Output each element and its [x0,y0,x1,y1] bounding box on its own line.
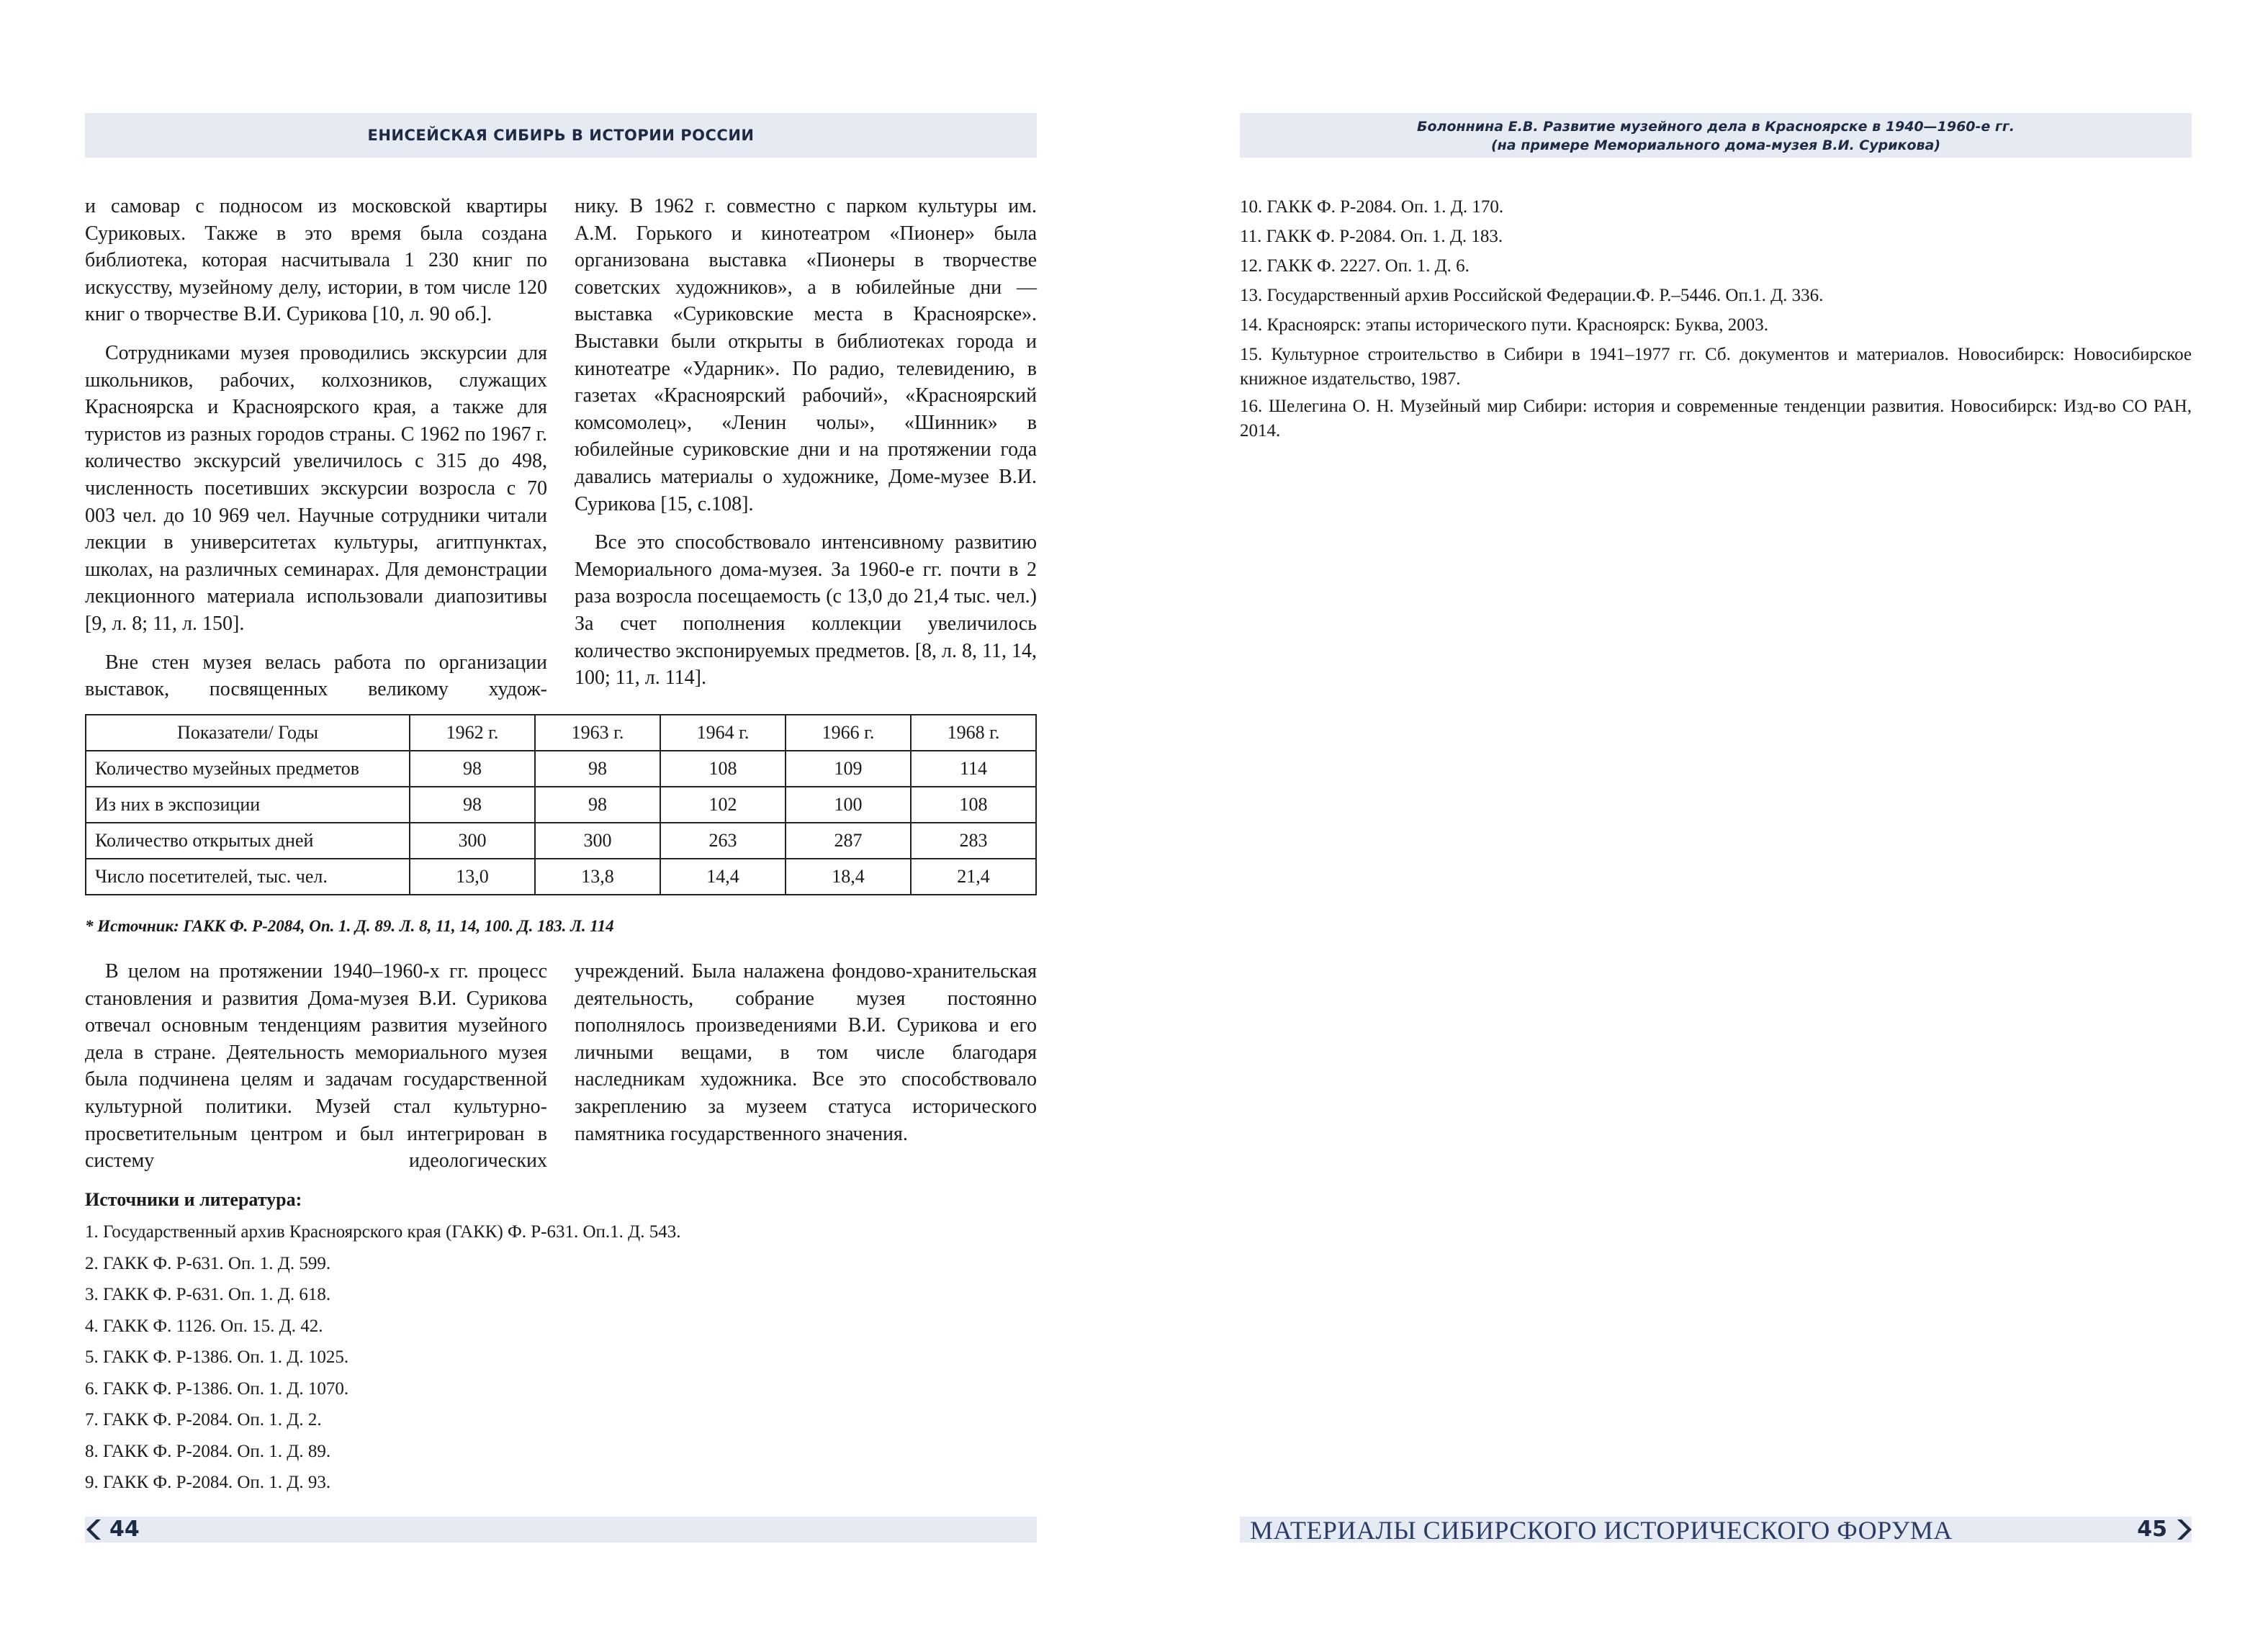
reference-item: 11. ГАКК Ф. Р-2084. Оп. 1. Д. 183. [1240,227,1503,246]
reference-item: 5. ГАКК Ф. Р-1386. Оп. 1. Д. 1025. [85,1347,349,1367]
table-header-cell: 1963 г. [535,715,660,751]
table-cell: 283 [911,823,1036,859]
text-columns-top [85,193,1037,715]
reference-item: 14. Красноярск: этапы исторического пути. Красноярск: Буква, 2003. [1240,315,1769,335]
reference-item: 3. ГАКК Ф. Р-631. Оп. 1. Д. 618. [85,1285,331,1304]
right-page [1240,0,2192,1644]
table-cell: 14,4 [660,859,786,895]
statistics-table [85,714,1037,895]
text-column-3 [85,958,547,1186]
table-cell: 102 [660,787,786,823]
reference-item: 1. Государственный архив Красноярского края (ГАКК) Ф. Р-631. Оп.1. Д. 543. [85,1222,681,1242]
table-cell: 108 [660,751,786,787]
table-cell: Количество музейных предметов [86,751,410,787]
reference-item: 6. ГАКК Ф. Р-1386. Оп. 1. Д. 1070. [85,1378,349,1399]
footer-bar-left [85,1517,1037,1543]
table-cell: 300 [535,823,660,859]
table-cell: 98 [410,751,535,787]
paragraph: Все это способствовало интенсивному развитию Мемориального дома-музея. За 1960-е гг. почти в 2 раза возросла посещаемость (с 13,0 до 21,4 тыс. чел.) За счет пополнения коллекции увеличилось количество экспонируемых предметов. [8, л. 8, 11, 14, 100; 11, л. 114]. [575,531,1037,690]
running-head-line: (на примере Мемориального дома-музея В.И. Сурикова) [1490,137,1941,153]
page-number: 45 [2137,1517,2167,1542]
references-list-continued [1240,192,2192,446]
table-row [86,823,1036,859]
left-page [85,0,1037,1644]
reference-item: 12. ГАКК Ф. 2227. Оп. 1. Д. 6. [1240,256,1470,276]
paragraph: нику. В 1962 г. совместно с парком культуры им. А.М. Горького и кинотеатром «Пионер» была организована выставка «Пионеры в творчестве советских художников», а в юбилейные дни — выставка «Суриковские места в Красноярске». Выставки были открыты в библиотеках города и кинотеатре «Ударник». По радио, телевидению, в газетах «Красноярский рабочий», «Красноярский комсомолец», «Ленин чолы», «Шинник» в юбилейные суриковские дни и на протяжении года давались материалы о художнике, Доме-музее В.И. Сурикова [15, с.108]. [575,195,1037,515]
paragraph: Вне стен музея велась работа по организации выставок, посвященных великому худож- [85,651,547,701]
paragraph: В целом на протяжении 1940–1960-х гг. процесс становления и развития Дома-музея В.И. Сурикова отвечал основным тенденциям развития музейного дела в стране. Деятельность мемориального музея была подчинена целям и задачам государственной культурной политики. Музей стал культурно-просветительным центром и был интегрирован в систему идеологических [85,960,547,1173]
references-list [85,1216,681,1499]
table-cell: 108 [911,787,1036,823]
table-row [86,751,1036,787]
table-header-cell: 1964 г. [660,715,786,751]
table-cell: 300 [410,823,535,859]
paragraph: учреждений. Была налажена фондово-хранительская деятельность, собрание музея постоянно пополнялось произведениями В.И. Сурикова и его личными вещами, в том числе благодаря наследникам художника. Все это способствовало закреплению за музеем статуса исторического памятника государственного значения. [575,960,1037,1145]
references-heading: Источники и литература: [85,1189,302,1210]
reference-item: 7. ГАКК Ф. Р-2084. Оп. 1. Д. 2. [85,1410,322,1430]
table-cell: 263 [660,823,786,859]
running-head-right [1240,113,2192,158]
table-cell: 13,8 [535,859,660,895]
footer-bar-right [1240,1517,2192,1543]
reference-item: 15. Культурное строительство в Сибири в 1941–1977 гг. Сб. документов и материалов. Новосибирск: Новосибирское книжное издательство, 1987. [1240,345,2192,389]
table-row [86,787,1036,823]
journal-title: МАТЕРИАЛЫ СИБИРСКОГО ИСТОРИЧЕСКОГО ФОРУМА [1250,1516,1953,1545]
table-cell: 98 [535,787,660,823]
table-cell: 109 [786,751,911,787]
page-number: 44 [109,1517,140,1542]
table-cell: Из них в экспозиции [86,787,410,823]
table-header-cell: 1966 г. [786,715,911,751]
text-column-1 [85,193,547,715]
text-column-4 [575,958,1037,1186]
reference-item: 4. ГАКК Ф. 1126. Оп. 15. Д. 42. [85,1316,323,1336]
table-cell: 18,4 [786,859,911,895]
table-cell: 13,0 [410,859,535,895]
table-header-row [86,715,1036,751]
paragraph: Сотрудниками музея проводились экскурсии для школьников, рабочих, колхозников, служащих Красноярска и Красноярского края, а также для туристов из разных городов страны. С 1962 по 1967 г. количество экскурсий увеличилось с 315 до 498, численность посетивших экскурсии возросла с 70 003 чел. до 10 969 чел. Научные сотрудники читали лекции в университетах культуры, агитпунктах, школах, на различных семинарах. Для демонстрации лекционного материала использовали диапозитивы [9, л. 8; 11, л. 150]. [85,341,547,635]
reference-item: 13. Государственный архив Российской Федерации.Ф. Р.–5446. Оп.1. Д. 336. [1240,286,1824,305]
table-cell: 287 [786,823,911,859]
text-columns-bottom [85,958,1037,1186]
chevron-right-icon [2176,1518,2192,1541]
table-header-cell: 1962 г. [410,715,535,751]
reference-item: 9. ГАКК Ф. Р-2084. Оп. 1. Д. 93. [85,1473,331,1492]
table-header-cell: 1968 г. [911,715,1036,751]
reference-item: 10. ГАКК Ф. Р-2084. Оп. 1. Д. 170. [1240,197,1504,217]
table-row [86,859,1036,895]
reference-item: 2. ГАКК Ф. Р-631. Оп. 1. Д. 599. [85,1253,331,1273]
chevron-left-icon [86,1518,102,1541]
table-source-note: * Источник: ГАКК Ф. Р-2084, Оп. 1. Д. 89. Л. 8, 11, 14, 100. Д. 183. Л. 114 [85,917,614,935]
running-head-line: Болоннина Е.В. Развитие музейного дела в Красноярске в 1940—1960-е гг. [1417,119,2015,135]
table-cell: 21,4 [911,859,1036,895]
reference-item: 8. ГАКК Ф. Р-2084. Оп. 1. Д. 89. [85,1441,331,1461]
table-cell: 114 [911,751,1036,787]
paragraph: и самовар с подносом из московской квартиры Суриковых. Также в это время была создана библиотека, которая насчитывала 1 230 книг по искусству, музейному делу, истории, в том числе 120 книг о творчестве В.И. Сурикова [10, л. 90 об.]. [85,195,547,326]
table-cell: Количество открытых дней [86,823,410,859]
table-cell: 100 [786,787,911,823]
reference-item: 16. Шелегина О. Н. Музейный мир Сибири: история и современные тенденции развития. Новосибирск: Изд-во СО РАН, 2014. [1240,397,2192,441]
table-cell: 98 [410,787,535,823]
text-column-2 [575,193,1037,715]
table-cell: 98 [535,751,660,787]
table-cell: Число посетителей, тыс. чел. [86,859,410,895]
running-head-left: ЕНИСЕЙСКАЯ СИБИРЬ В ИСТОРИИ РОССИИ [85,113,1037,158]
table-header-cell: Показатели/ Годы [86,715,410,751]
